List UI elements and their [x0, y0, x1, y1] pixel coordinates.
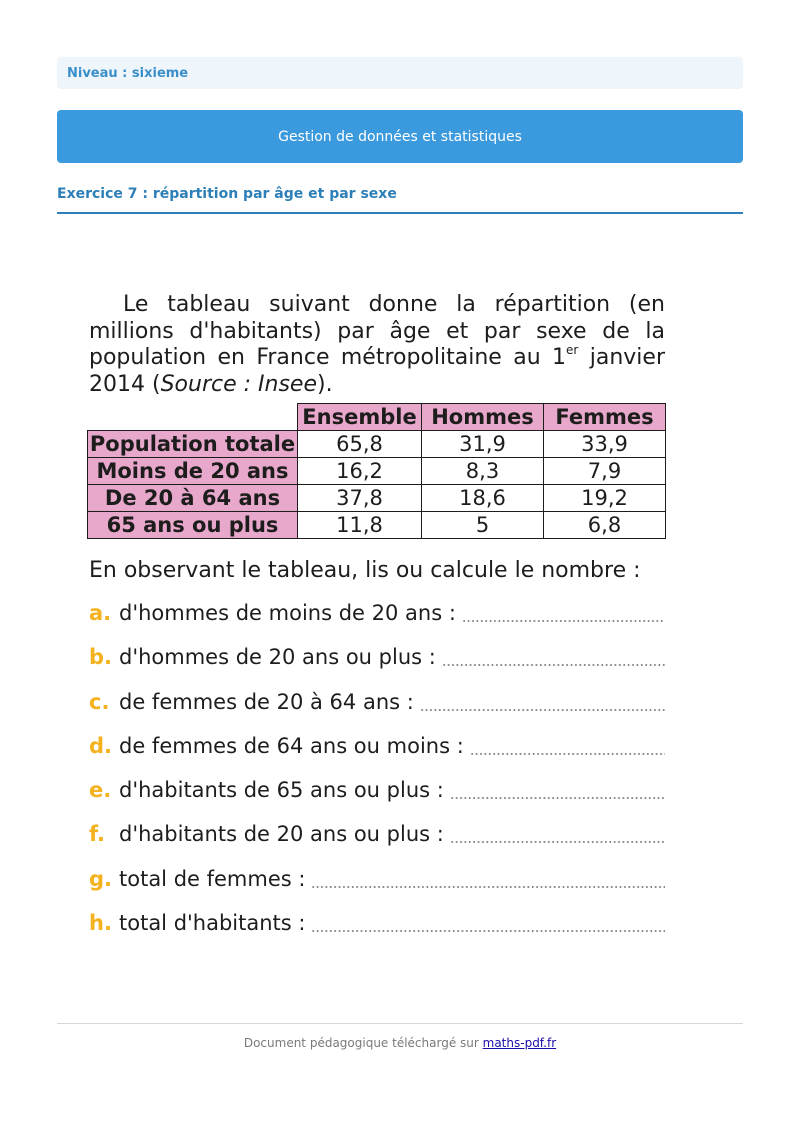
- question-c: [89, 690, 665, 718]
- table-cell: 33,9: [544, 431, 666, 458]
- table-cell: 31,9: [422, 431, 544, 458]
- level-box: [57, 57, 743, 89]
- footer-divider: [57, 1023, 743, 1024]
- answer-line[interactable]: [450, 841, 665, 843]
- population-table: [87, 403, 666, 539]
- intro-line-1: Le tableau suivant donne la répartition (en: [123, 292, 665, 317]
- table-cell: 16,2: [298, 458, 422, 485]
- question-text: de femmes de 20 à 64 ans :: [119, 690, 414, 714]
- empty-corner: [88, 404, 298, 431]
- answer-line[interactable]: [311, 886, 665, 888]
- row-label: 65 ans ou plus: [88, 512, 298, 539]
- question-d: [89, 734, 665, 762]
- question-f: [89, 822, 665, 850]
- header-ensemble: Ensemble: [298, 404, 422, 431]
- table-row: [88, 431, 666, 458]
- table-cell: 18,6: [422, 485, 544, 512]
- table-cell: 5: [422, 512, 544, 539]
- table-cell: 65,8: [298, 431, 422, 458]
- answer-line[interactable]: [470, 753, 665, 755]
- footer-text: Document pédagogique téléchargé sur: [243, 1036, 483, 1050]
- intro-line-4: 2014 (Source : Insee).: [89, 371, 333, 397]
- question-text: total d'habitants :: [119, 911, 306, 935]
- question-h: [89, 911, 665, 939]
- question-letter: f.: [89, 822, 105, 846]
- header-hommes: Hommes: [422, 404, 544, 431]
- question-letter: a.: [89, 601, 112, 625]
- table-row: [88, 485, 666, 512]
- question-letter: d.: [89, 734, 113, 758]
- question-letter: g.: [89, 867, 113, 891]
- intro-line-3: population en France métropolitaine au 1er janvier: [89, 343, 665, 370]
- question-e: [89, 778, 665, 806]
- question-text: d'habitants de 20 ans ou plus :: [119, 822, 444, 846]
- answer-line[interactable]: [450, 797, 665, 799]
- question-letter: b.: [89, 645, 113, 669]
- source-name: Source : Insee: [160, 371, 317, 397]
- topic-banner: Gestion de données et statistiques: [57, 110, 743, 163]
- table-cell: 6,8: [544, 512, 666, 539]
- level-label: Niveau : sixieme: [67, 65, 189, 81]
- answer-line[interactable]: [420, 709, 665, 711]
- answer-line[interactable]: [462, 620, 665, 622]
- row-label: Moins de 20 ans: [88, 458, 298, 485]
- question-g: [89, 867, 665, 895]
- row-label: Population totale: [88, 431, 298, 458]
- table-cell: 7,9: [544, 458, 666, 485]
- intro-paragraph: [89, 292, 665, 398]
- answer-line[interactable]: [311, 930, 665, 932]
- question-letter: h.: [89, 911, 112, 935]
- table-row: [88, 512, 666, 539]
- question-text: d'hommes de 20 ans ou plus :: [119, 645, 436, 669]
- table-row: [88, 458, 666, 485]
- table-cell: 8,3: [422, 458, 544, 485]
- question-text: d'habitants de 65 ans ou plus :: [119, 778, 444, 802]
- footer: [0, 1036, 800, 1050]
- question-b: [89, 645, 665, 673]
- row-label: De 20 à 64 ans: [88, 485, 298, 512]
- table-cell: 37,8: [298, 485, 422, 512]
- exercise-title: Exercice 7 : répartition par âge et par sexe: [57, 186, 397, 202]
- header-femmes: Femmes: [544, 404, 666, 431]
- table-header-row: [88, 404, 666, 431]
- question-text: d'hommes de moins de 20 ans :: [119, 601, 456, 625]
- question-letter: c.: [89, 690, 110, 714]
- intro-line-2: millions d'habitants) par âge et par sexe de la: [89, 318, 665, 344]
- question-letter: e.: [89, 778, 112, 802]
- table-cell: 11,8: [298, 512, 422, 539]
- title-divider: [57, 212, 743, 214]
- table-cell: 19,2: [544, 485, 666, 512]
- footer-link[interactable]: maths-pdf.fr: [482, 1036, 557, 1050]
- question-text: total de femmes :: [119, 867, 306, 891]
- question-a: [89, 601, 665, 629]
- answer-line[interactable]: [442, 664, 665, 666]
- instruction-text: En observant le tableau, lis ou calcule le nombre :: [89, 558, 641, 583]
- question-text: de femmes de 64 ans ou moins :: [119, 734, 464, 758]
